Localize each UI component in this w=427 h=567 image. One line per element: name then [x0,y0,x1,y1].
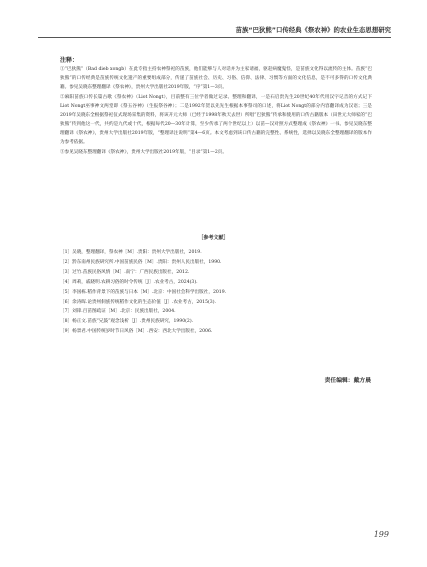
reference-item: ［7］刘锋.百苗图疏证［M］.北京：民族出版社，2004. [60,309,176,315]
reference-item: ［8］杨正文.苗族“兄鼓”观念浅析［J］.贵州民族研究，1990(2). [60,319,194,325]
note-item: ①“巴狄熊”（Bad dieb xongb）在此专指主持农神祭祀的苗族，他们能够与人对话并为主家请福，驱赶病魔鬼怪，是苗族文化得以流传的主体。苗族“巴狄熊”的口传经典是苗族传统文化遗产的重要组成部分，传递了苗族社会、历史、习俗、信仰、法律、习惯等方面的文化信息，是不可多得的口传文化典籍。参见吴晓东整理翻译《祭农神》，贵州大学出版社2019年版，“序”第1—3页。 [60,67,372,90]
running-header: 苗族“巴狄熊”口传经典《祭农神》的农业生态思想研究 [235,26,391,34]
responsible-editor: 责任编辑：戴方晨 [324,378,371,384]
note-item: ③参见吴晓东整理翻译《祭农神》，贵州大学出版社2019年版，“目录”第1—2页。 [60,150,227,156]
reference-item: ［3］过竹.苗族民俗风情［M］.南宁：广西民族出版社，2012. [60,269,190,275]
references-list [60,248,372,337]
note-item: ②麻阳苗族口传长篇古歌《祭农神》（Liot Nongt），目前整有三位学者做过记录、整理和翻译，一是石启贵先生20世纪40年代用汉字记音的方式记下Liot Nongt巫事神文两堂即《祭五谷神》（生报祭谷神）；二是1992年贺以先先生根据本事祭司的口述，将Liot Nongt的部分内容翻译成为汉语；三是2019年吴晓东全根据祭祀仪式现场采集的资料，将该开元大师（已经于1998年秋天去世）所唱“巴狄熊”传承和使用的口传古籍版本（田世元大师家的“巴狄熊”传到他这一代，共约是九代或十代，根据每代20—30年计算，至少传承了两个世纪以上）以苗—汉对照方式整理成《祭农神》一书。参见吴晓东整理翻译《祭农神》，贵州大学出版社2019年版，“整理译注说明”第4—6页。本文考虑到该口传古籍的完整性、系统性，选择以吴晓东全整理翻译的版本作为参考依据。 [60,95,372,145]
page-number: 199 [373,530,389,539]
reference-item: ［4］周莉，戚晓明.农耕习俗的时令传统［J］.农业考古，2024(3). [60,279,198,285]
notes-title: 注释： [60,57,79,64]
reference-item: ［1］吴晓，整理翻译，祭农神［M］.贵阳：贵州大学出版社，2019. [60,250,202,255]
reference-item: ［6］余涛晖.论贵州侗族传统稻作文化的生态价值［J］.农业考古，2015(3). [60,299,216,305]
reference-item: ［2］黔东南州民族研究所.中国苗族民俗［M］.贵阳：贵州人民出版社，1990. [60,259,222,265]
reference-item: ［5］李国栋.稻作背景下的苗族与日本［M］.北京：中国社会科学出版社，2019. [60,289,227,295]
references-title: ［参考文献］ [198,235,229,241]
reference-item: ［9］杨景君.中国传统岁时节日风俗［M］.西安：西北大学出版社，2006. [60,329,213,335]
notes-section [60,66,372,160]
header-divider [38,37,391,38]
